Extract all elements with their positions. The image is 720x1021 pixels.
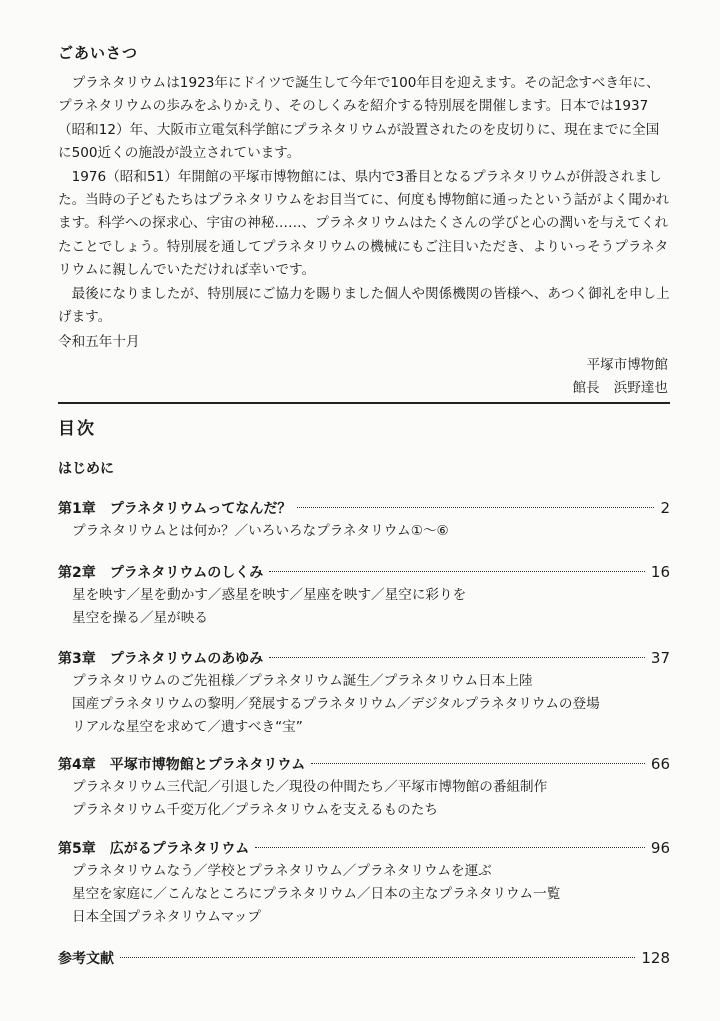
greeting-paragraph: 最後になりましたが、特別展にご協力を賜りました個人や関係機関の皆様へ、あつく御礼を申し上げます。: [58, 285, 670, 326]
section-divider: [58, 402, 670, 404]
greeting-date: 令和五年十月: [58, 334, 140, 350]
chapter-subitems: プラネタリウムとは何か？／いろいろなプラネタリウム①～⑥: [72, 523, 449, 539]
chapter-heading: [58, 836, 670, 860]
chapter-page-number: 66: [650, 755, 670, 773]
greeting-heading: ごあいさつ: [58, 44, 139, 62]
chapter-subitems: プラネタリウムのご先祖様／プラネタリウム誕生／プラネタリウム日本上陸: [72, 673, 533, 689]
chapter-title: プラネタリウムってなんだ？: [109, 501, 292, 517]
greeting-body: [58, 72, 670, 329]
chapter-title: 平塚市博物館とプラネタリウム: [109, 757, 306, 773]
dot-leader: [311, 763, 645, 764]
chapter-page-number: 37: [650, 649, 670, 667]
toc-chapter: [58, 496, 670, 543]
chapter-page-number: 96: [650, 839, 670, 857]
chapter-heading: [58, 496, 670, 520]
dot-leader: [120, 957, 635, 958]
toc-chapter: [58, 836, 670, 929]
chapter-title: プラネタリウムのしくみ: [109, 565, 264, 581]
dot-leader: [269, 657, 645, 658]
chapter-subitems: プラネタリウムなう／学校とプラネタリウム／プラネタリウムを運ぶ: [72, 863, 492, 879]
signature-role: 館長: [572, 380, 600, 396]
signature-person: [572, 377, 668, 400]
chapter-subitems: 星を映す／星を動かす／惑星を映す／星座を映す／星空に彩りを: [72, 587, 467, 603]
chapter-number: 第4章: [58, 757, 96, 773]
toc-heading: 目次: [58, 419, 96, 439]
chapter-subitems: 星空を操る／星が映る: [72, 610, 208, 626]
chapter-subitems: 日本全国プラネタリウムマップ: [72, 909, 261, 925]
chapter-subitems: 星空を家庭に／こんなところにプラネタリウム／日本の主なプラネタリウム一覧: [72, 886, 561, 902]
chapter-subitems: プラネタリウム千変万化／プラネタリウムを支えるものたち: [72, 802, 438, 818]
greeting-paragraph: プラネタリウムは1923年にドイツで誕生して今年で100年目を迎えます。その記念すべき年に、プラネタリウムの歩みをふりかえり、そのしくみを紹介する特別展を開催します。日本では1937（昭和12）年、大阪市立電気科学館にプラネタリウムが設置されたのを皮切りに、現在までに全国に500近くの施設が設立されています。: [58, 75, 660, 162]
chapter-page-number: 2: [660, 499, 670, 517]
references-page-number: 128: [641, 949, 670, 967]
chapter-subitems: リアルな星空を求めて／遺すべき“宝”: [72, 719, 303, 735]
signature-block: [572, 354, 668, 400]
dot-leader: [255, 847, 645, 848]
dot-leader: [269, 571, 645, 572]
chapter-number: 第3章: [58, 651, 96, 667]
signature-name: 浜野達也: [613, 380, 668, 396]
chapter-page-number: 16: [650, 563, 670, 581]
chapter-heading: [58, 560, 670, 584]
signature-org: 平塚市博物館: [586, 357, 668, 373]
chapter-subitems: プラネタリウム三代記／引退した／現役の仲間たち／平塚市博物館の番組制作: [72, 779, 548, 795]
chapter-heading: [58, 646, 670, 670]
toc-chapter: [58, 560, 670, 630]
chapter-heading: [58, 752, 670, 776]
chapter-subitems: 国産プラネタリウムの黎明／発展するプラネタリウム／デジタルプラネタリウムの登場: [72, 696, 600, 712]
toc-chapter: [58, 752, 670, 822]
greeting-paragraph: 1976（昭和51）年開館の平塚市博物館には、県内で3番目となるプラネタリウムが併設されました。当時の子どもたちはプラネタリウムをお目当てに、何度も博物館に通ったという話がよく聞かれます。科学への探求心、宇宙の神秘……、プラネタリウムはたくさんの学びと心の潤いを与えてくれたことでしょう。特別展を通してプラネタリウムの機械にもご注目いただき、よりいっそうプラネタリウムに親しんでいただければ幸いです。: [58, 168, 670, 279]
chapter-title: 広がるプラネタリウム: [109, 841, 250, 857]
chapter-number: 第2章: [58, 565, 96, 581]
dot-leader: [297, 507, 654, 508]
chapter-number: 第5章: [58, 841, 96, 857]
references-label: 参考文献: [58, 951, 114, 967]
toc-intro: はじめに: [58, 461, 114, 477]
toc-chapter: [58, 646, 670, 739]
chapter-number: 第1章: [58, 501, 96, 517]
chapter-title: プラネタリウムのあゆみ: [109, 651, 264, 667]
toc-references: [58, 946, 670, 970]
